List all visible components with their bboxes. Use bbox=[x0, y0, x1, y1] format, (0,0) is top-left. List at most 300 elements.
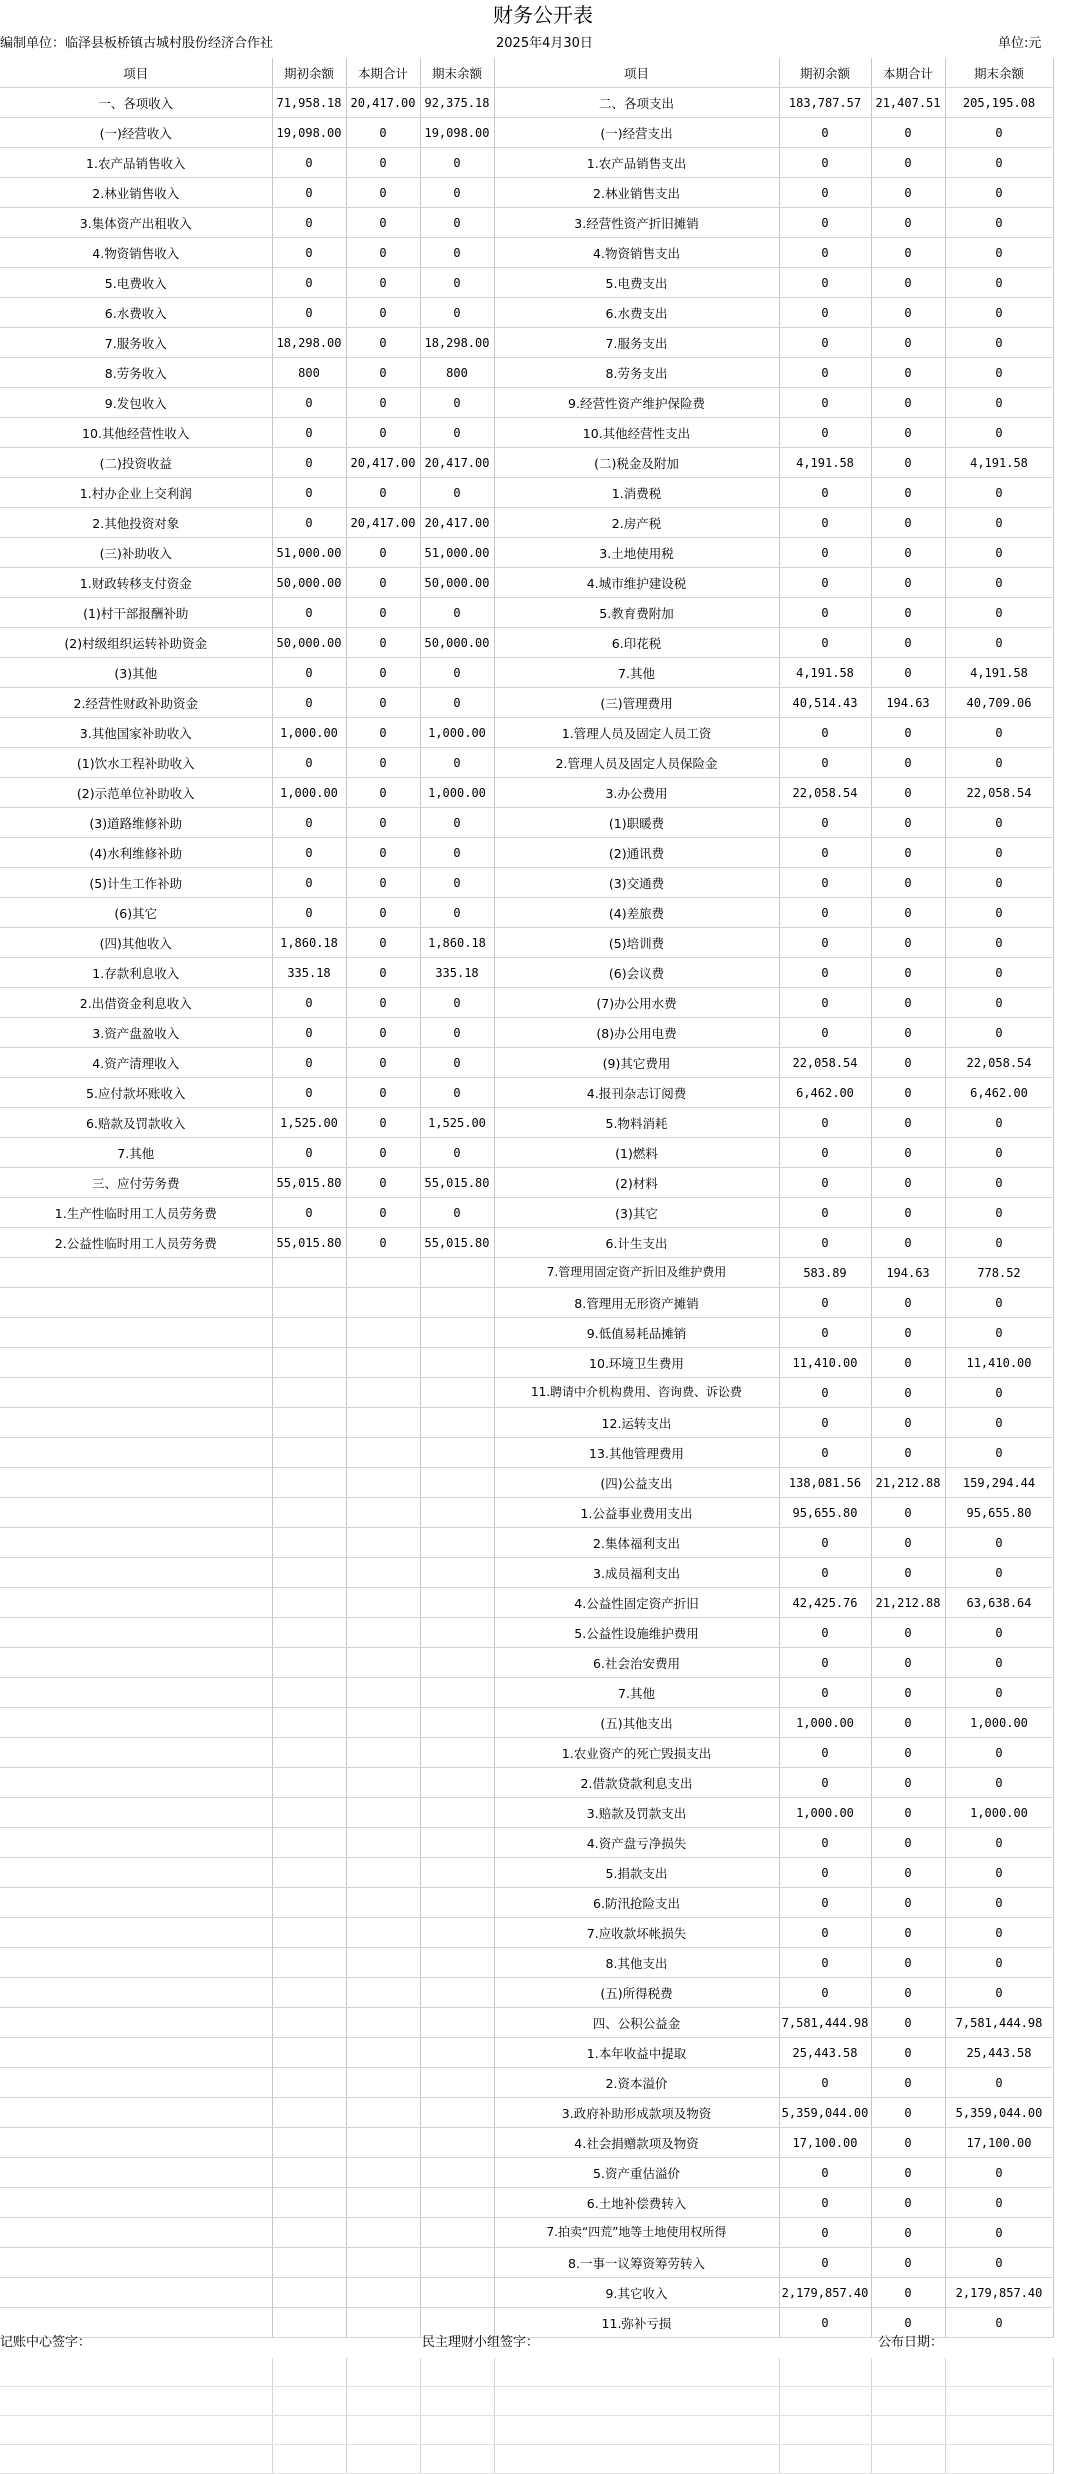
amount-cell: 50,000.00 bbox=[420, 628, 494, 658]
table-row bbox=[0, 2008, 1053, 2038]
item-label-cell: (8)办公用电费 bbox=[494, 1018, 779, 1048]
item-label-cell: (4)水利维修补助 bbox=[0, 838, 272, 868]
blank-cell bbox=[945, 2387, 1053, 2416]
amount-cell: 20,417.00 bbox=[346, 508, 420, 538]
item-label-cell: 5.资产重估溢价 bbox=[494, 2158, 779, 2188]
table-row bbox=[0, 2218, 1053, 2248]
amount-cell: 0 bbox=[945, 958, 1053, 988]
compiling-unit: 编制单位：临泽县板桥镇古城村股份经济合作社 bbox=[0, 36, 274, 51]
amount-cell: 0 bbox=[779, 178, 871, 208]
item-label-cell: 1.本年收益中提取 bbox=[494, 2038, 779, 2068]
amount-cell: 4,191.58 bbox=[779, 658, 871, 688]
item-label-cell: 2.经营性财政补助资金 bbox=[0, 688, 272, 718]
amount-cell: 1,000.00 bbox=[779, 1798, 871, 1828]
signature-accounting-center: 记账中心签字： bbox=[0, 2335, 92, 2350]
item-label-cell bbox=[0, 2098, 272, 2128]
item-label-cell: (四)其他收入 bbox=[0, 928, 272, 958]
amount-cell: 40,514.43 bbox=[779, 688, 871, 718]
amount-cell: 0 bbox=[420, 298, 494, 328]
column-header: 项目 bbox=[494, 58, 779, 88]
amount-cell: 0 bbox=[779, 2248, 871, 2278]
amount-cell: 0 bbox=[871, 118, 945, 148]
amount-cell: 55,015.80 bbox=[272, 1168, 346, 1198]
item-label-cell: (4)差旅费 bbox=[494, 898, 779, 928]
amount-cell: 183,787.57 bbox=[779, 88, 871, 118]
blank-cell bbox=[0, 2358, 272, 2387]
blank-cell bbox=[494, 2387, 779, 2416]
item-label-cell: 3.集体资产出租收入 bbox=[0, 208, 272, 238]
amount-cell: 22,058.54 bbox=[945, 1048, 1053, 1078]
table-row bbox=[0, 298, 1053, 328]
amount-cell: 0 bbox=[945, 1828, 1053, 1858]
amount-cell: 0 bbox=[945, 1318, 1053, 1348]
amount-cell: 0 bbox=[871, 658, 945, 688]
item-label-cell: 一、各项收入 bbox=[0, 88, 272, 118]
amount-cell bbox=[272, 1678, 346, 1708]
table-row bbox=[0, 178, 1053, 208]
amount-cell: 0 bbox=[871, 1078, 945, 1108]
amount-cell bbox=[272, 1318, 346, 1348]
amount-cell: 0 bbox=[346, 268, 420, 298]
amount-cell: 17,100.00 bbox=[945, 2128, 1053, 2158]
amount-cell: 0 bbox=[346, 868, 420, 898]
amount-cell bbox=[272, 1828, 346, 1858]
amount-cell bbox=[346, 1498, 420, 1528]
amount-cell: 0 bbox=[420, 388, 494, 418]
amount-cell bbox=[346, 2158, 420, 2188]
amount-cell: 18,298.00 bbox=[272, 328, 346, 358]
amount-cell: 0 bbox=[871, 2098, 945, 2128]
amount-cell: 0 bbox=[346, 898, 420, 928]
amount-cell: 0 bbox=[945, 208, 1053, 238]
amount-cell bbox=[272, 2068, 346, 2098]
amount-cell: 6,462.00 bbox=[779, 1078, 871, 1108]
amount-cell: 0 bbox=[779, 298, 871, 328]
item-label-cell: 12.运转支出 bbox=[494, 1408, 779, 1438]
amount-cell: 0 bbox=[871, 2008, 945, 2038]
item-label-cell: (一)经营支出 bbox=[494, 118, 779, 148]
amount-cell: 0 bbox=[779, 1378, 871, 1408]
amount-cell: 0 bbox=[272, 208, 346, 238]
item-label-cell: 4.城市维护建设税 bbox=[494, 568, 779, 598]
amount-cell bbox=[420, 1558, 494, 1588]
amount-cell: 2,179,857.40 bbox=[945, 2278, 1053, 2308]
amount-cell: 0 bbox=[420, 1078, 494, 1108]
amount-cell: 50,000.00 bbox=[272, 568, 346, 598]
amount-cell: 0 bbox=[871, 1288, 945, 1318]
amount-cell: 0 bbox=[871, 1858, 945, 1888]
table-row bbox=[0, 448, 1053, 478]
amount-cell: 0 bbox=[871, 1498, 945, 1528]
blank-row bbox=[0, 2358, 1053, 2387]
amount-cell: 21,212.88 bbox=[871, 1468, 945, 1498]
item-label-cell bbox=[0, 1408, 272, 1438]
amount-cell: 0 bbox=[779, 1108, 871, 1138]
table-row bbox=[0, 1468, 1053, 1498]
amount-cell: 0 bbox=[779, 2218, 871, 2248]
table-row bbox=[0, 628, 1053, 658]
amount-cell: 0 bbox=[346, 718, 420, 748]
item-label-cell bbox=[0, 1918, 272, 1948]
item-label-cell: 6.赔款及罚款收入 bbox=[0, 1108, 272, 1138]
table-row bbox=[0, 2278, 1053, 2308]
item-label-cell: (5)培训费 bbox=[494, 928, 779, 958]
amount-cell: 0 bbox=[779, 748, 871, 778]
amount-cell: 0 bbox=[871, 1378, 945, 1408]
amount-cell: 0 bbox=[272, 658, 346, 688]
amount-cell: 0 bbox=[871, 418, 945, 448]
amount-cell: 0 bbox=[871, 1348, 945, 1378]
amount-cell: 0 bbox=[420, 178, 494, 208]
amount-cell bbox=[272, 2188, 346, 2218]
item-label-cell: 6.印花税 bbox=[494, 628, 779, 658]
blank-cell bbox=[871, 2358, 945, 2387]
amount-cell: 71,958.18 bbox=[272, 88, 346, 118]
item-label-cell: 5.电费支出 bbox=[494, 268, 779, 298]
item-label-cell: 7.其他 bbox=[0, 1138, 272, 1168]
item-label-cell: 6.土地补偿费转入 bbox=[494, 2188, 779, 2218]
amount-cell: 0 bbox=[871, 238, 945, 268]
amount-cell: 0 bbox=[272, 448, 346, 478]
amount-cell: 0 bbox=[779, 238, 871, 268]
amount-cell bbox=[420, 1438, 494, 1468]
amount-cell: 0 bbox=[945, 2248, 1053, 2278]
item-label-cell: 7.拍卖“四荒”地等土地使用权所得 bbox=[494, 2218, 779, 2248]
item-label-cell: 1.农产品销售支出 bbox=[494, 148, 779, 178]
amount-cell: 0 bbox=[346, 538, 420, 568]
amount-cell: 22,058.54 bbox=[779, 778, 871, 808]
amount-cell: 0 bbox=[420, 238, 494, 268]
table-row bbox=[0, 718, 1053, 748]
amount-cell: 0 bbox=[272, 1018, 346, 1048]
amount-cell: 0 bbox=[945, 2068, 1053, 2098]
amount-cell: 0 bbox=[945, 718, 1053, 748]
blank-cell bbox=[945, 2358, 1053, 2387]
item-label-cell: (1)村干部报酬补助 bbox=[0, 598, 272, 628]
amount-cell: 0 bbox=[871, 148, 945, 178]
item-label-cell: 4.报刊杂志订阅费 bbox=[494, 1078, 779, 1108]
item-label-cell: (四)公益支出 bbox=[494, 1468, 779, 1498]
amount-cell bbox=[346, 1828, 420, 1858]
blank-cell bbox=[945, 2445, 1053, 2474]
page-title: 财务公开表 bbox=[493, 3, 593, 27]
item-label-cell: 5.物料消耗 bbox=[494, 1108, 779, 1138]
amount-cell bbox=[420, 1528, 494, 1558]
blank-cell bbox=[494, 2416, 779, 2445]
amount-cell: 0 bbox=[871, 898, 945, 928]
amount-cell: 4,191.58 bbox=[945, 448, 1053, 478]
amount-cell: 4,191.58 bbox=[945, 658, 1053, 688]
amount-cell: 0 bbox=[346, 928, 420, 958]
amount-cell: 51,000.00 bbox=[420, 538, 494, 568]
amount-cell: 0 bbox=[346, 358, 420, 388]
column-header: 本期合计 bbox=[346, 58, 420, 88]
amount-cell bbox=[346, 1318, 420, 1348]
blank-cell bbox=[779, 2416, 871, 2445]
amount-cell: 0 bbox=[945, 1888, 1053, 1918]
amount-cell: 1,000.00 bbox=[779, 1708, 871, 1738]
item-label-cell: 7.管理用固定资产折旧及维护费用 bbox=[494, 1258, 779, 1288]
table-row bbox=[0, 88, 1053, 118]
amount-cell: 0 bbox=[779, 718, 871, 748]
amount-cell: 0 bbox=[779, 1978, 871, 2008]
amount-cell: 4,191.58 bbox=[779, 448, 871, 478]
item-label-cell: 10.其他经营性支出 bbox=[494, 418, 779, 448]
amount-cell: 0 bbox=[871, 1138, 945, 1168]
amount-cell bbox=[272, 1978, 346, 2008]
item-label-cell: 13.其他管理费用 bbox=[494, 1438, 779, 1468]
item-label-cell: (2)通讯费 bbox=[494, 838, 779, 868]
amount-cell: 1,860.18 bbox=[272, 928, 346, 958]
amount-cell: 159,294.44 bbox=[945, 1468, 1053, 1498]
item-label-cell: 5.应付款坏账收入 bbox=[0, 1078, 272, 1108]
item-label-cell bbox=[0, 1678, 272, 1708]
amount-cell bbox=[272, 2308, 346, 2338]
amount-cell: 0 bbox=[346, 808, 420, 838]
amount-cell: 0 bbox=[272, 808, 346, 838]
amount-cell: 0 bbox=[346, 598, 420, 628]
blank-cell bbox=[0, 2387, 272, 2416]
amount-cell: 0 bbox=[871, 928, 945, 958]
amount-cell: 0 bbox=[779, 838, 871, 868]
amount-cell: 0 bbox=[779, 508, 871, 538]
amount-cell bbox=[346, 2188, 420, 2218]
item-label-cell: (1)燃料 bbox=[494, 1138, 779, 1168]
amount-cell: 0 bbox=[945, 478, 1053, 508]
amount-cell: 0 bbox=[272, 1138, 346, 1168]
amount-cell: 0 bbox=[779, 418, 871, 448]
item-label-cell bbox=[0, 2278, 272, 2308]
item-label-cell: 1.村办企业上交利润 bbox=[0, 478, 272, 508]
item-label-cell: 6.水费支出 bbox=[494, 298, 779, 328]
item-label-cell: (7)办公用水费 bbox=[494, 988, 779, 1018]
amount-cell: 0 bbox=[420, 478, 494, 508]
blank-cell bbox=[871, 2416, 945, 2445]
amount-cell: 0 bbox=[420, 838, 494, 868]
amount-cell: 0 bbox=[346, 298, 420, 328]
amount-cell: 0 bbox=[420, 688, 494, 718]
column-header: 期末余额 bbox=[945, 58, 1053, 88]
amount-cell: 0 bbox=[945, 118, 1053, 148]
amount-cell: 0 bbox=[871, 1978, 945, 2008]
amount-cell: 0 bbox=[945, 568, 1053, 598]
item-label-cell: 4.资产盘亏净损失 bbox=[494, 1828, 779, 1858]
item-label-cell: 4.物资销售支出 bbox=[494, 238, 779, 268]
amount-cell bbox=[346, 1678, 420, 1708]
item-label-cell: 4.物资销售收入 bbox=[0, 238, 272, 268]
amount-cell: 194.63 bbox=[871, 688, 945, 718]
amount-cell bbox=[346, 1918, 420, 1948]
item-label-cell: 5.教育费附加 bbox=[494, 598, 779, 628]
table-row bbox=[0, 1708, 1053, 1738]
amount-cell bbox=[420, 1258, 494, 1288]
table-row bbox=[0, 808, 1053, 838]
amount-cell bbox=[420, 1498, 494, 1528]
item-label-cell bbox=[0, 2158, 272, 2188]
signature-publish-date: 公布日期： bbox=[878, 2335, 944, 2350]
item-label-cell bbox=[0, 1828, 272, 1858]
item-label-cell: 2.其他投资对象 bbox=[0, 508, 272, 538]
amount-cell: 0 bbox=[779, 328, 871, 358]
item-label-cell: 6.计生支出 bbox=[494, 1228, 779, 1258]
item-label-cell: 2.集体福利支出 bbox=[494, 1528, 779, 1558]
blank-cell bbox=[272, 2416, 346, 2445]
amount-cell bbox=[346, 1378, 420, 1408]
amount-cell bbox=[420, 1618, 494, 1648]
amount-cell bbox=[420, 1918, 494, 1948]
amount-cell bbox=[346, 1408, 420, 1438]
amount-cell bbox=[346, 1288, 420, 1318]
amount-cell bbox=[346, 2128, 420, 2158]
amount-cell: 205,195.08 bbox=[945, 88, 1053, 118]
amount-cell: 0 bbox=[945, 928, 1053, 958]
amount-cell bbox=[346, 2278, 420, 2308]
amount-cell bbox=[346, 1648, 420, 1678]
table-row bbox=[0, 148, 1053, 178]
table-row bbox=[0, 118, 1053, 148]
amount-cell: 0 bbox=[779, 1918, 871, 1948]
table-row bbox=[0, 1078, 1053, 1108]
amount-cell bbox=[346, 1948, 420, 1978]
item-label-cell: (1)职暖费 bbox=[494, 808, 779, 838]
amount-cell: 0 bbox=[871, 2308, 945, 2338]
amount-cell bbox=[346, 1888, 420, 1918]
table-row bbox=[0, 838, 1053, 868]
amount-cell: 63,638.64 bbox=[945, 1588, 1053, 1618]
amount-cell bbox=[346, 2218, 420, 2248]
amount-cell: 0 bbox=[779, 478, 871, 508]
amount-cell: 0 bbox=[779, 1618, 871, 1648]
amount-cell: 0 bbox=[945, 2188, 1053, 2218]
blank-cell bbox=[420, 2416, 494, 2445]
table-row bbox=[0, 2038, 1053, 2068]
amount-cell: 95,655.80 bbox=[779, 1498, 871, 1528]
item-label-cell: 1.消费税 bbox=[494, 478, 779, 508]
amount-cell: 0 bbox=[871, 388, 945, 418]
item-label-cell: (二)税金及附加 bbox=[494, 448, 779, 478]
column-header: 期初余额 bbox=[779, 58, 871, 88]
item-label-cell: (2)村级组织运转补助资金 bbox=[0, 628, 272, 658]
amount-cell bbox=[420, 1828, 494, 1858]
amount-cell: 0 bbox=[871, 568, 945, 598]
table-row bbox=[0, 1978, 1053, 2008]
amount-cell: 0 bbox=[871, 448, 945, 478]
amount-cell bbox=[420, 2128, 494, 2158]
amount-cell: 0 bbox=[779, 598, 871, 628]
amount-cell: 55,015.80 bbox=[420, 1228, 494, 1258]
amount-cell bbox=[420, 1588, 494, 1618]
amount-cell bbox=[420, 2038, 494, 2068]
amount-cell: 0 bbox=[871, 1888, 945, 1918]
item-label-cell: 3.其他国家补助收入 bbox=[0, 718, 272, 748]
amount-cell: 0 bbox=[871, 298, 945, 328]
amount-cell bbox=[420, 1408, 494, 1438]
amount-cell bbox=[272, 2008, 346, 2038]
table-row bbox=[0, 1738, 1053, 1768]
amount-cell: 0 bbox=[945, 628, 1053, 658]
amount-cell: 0 bbox=[779, 1018, 871, 1048]
amount-cell: 0 bbox=[871, 1408, 945, 1438]
amount-cell: 0 bbox=[871, 508, 945, 538]
item-label-cell: (一)经营收入 bbox=[0, 118, 272, 148]
blank-cell bbox=[272, 2445, 346, 2474]
amount-cell bbox=[272, 1888, 346, 1918]
amount-cell: 0 bbox=[779, 118, 871, 148]
amount-cell: 0 bbox=[945, 1228, 1053, 1258]
amount-cell: 0 bbox=[346, 1168, 420, 1198]
amount-cell: 0 bbox=[779, 1558, 871, 1588]
table-row bbox=[0, 598, 1053, 628]
amount-cell: 0 bbox=[272, 508, 346, 538]
amount-cell: 11,410.00 bbox=[945, 1348, 1053, 1378]
amount-cell bbox=[420, 2008, 494, 2038]
amount-cell bbox=[272, 1378, 346, 1408]
amount-cell: 0 bbox=[945, 1558, 1053, 1588]
amount-cell bbox=[272, 2158, 346, 2188]
item-label-cell: 2.房产税 bbox=[494, 508, 779, 538]
amount-cell bbox=[420, 2098, 494, 2128]
item-label-cell bbox=[0, 1468, 272, 1498]
item-label-cell bbox=[0, 1798, 272, 1828]
amount-cell: 0 bbox=[420, 988, 494, 1018]
amount-cell bbox=[420, 1318, 494, 1348]
item-label-cell: (二)投资收益 bbox=[0, 448, 272, 478]
table-row bbox=[0, 1168, 1053, 1198]
amount-cell: 0 bbox=[420, 1018, 494, 1048]
item-label-cell: (三)管理费用 bbox=[494, 688, 779, 718]
amount-cell: 0 bbox=[871, 2218, 945, 2248]
amount-cell bbox=[346, 1858, 420, 1888]
item-label-cell bbox=[0, 1708, 272, 1738]
blank-cell bbox=[272, 2387, 346, 2416]
amount-cell: 0 bbox=[871, 1108, 945, 1138]
amount-cell bbox=[272, 1858, 346, 1888]
amount-cell bbox=[420, 1468, 494, 1498]
table-row bbox=[0, 358, 1053, 388]
amount-cell: 0 bbox=[871, 838, 945, 868]
amount-cell bbox=[272, 2218, 346, 2248]
amount-cell bbox=[272, 2248, 346, 2278]
item-label-cell: (三)补助收入 bbox=[0, 538, 272, 568]
item-label-cell: 7.服务支出 bbox=[494, 328, 779, 358]
amount-cell bbox=[346, 1528, 420, 1558]
amount-cell: 0 bbox=[272, 1048, 346, 1078]
amount-cell: 0 bbox=[779, 1408, 871, 1438]
item-label-cell: 9.其它收入 bbox=[494, 2278, 779, 2308]
amount-cell: 0 bbox=[779, 868, 871, 898]
amount-cell bbox=[420, 2278, 494, 2308]
table-row bbox=[0, 2098, 1053, 2128]
amount-cell: 0 bbox=[871, 1528, 945, 1558]
amount-cell bbox=[346, 2068, 420, 2098]
amount-cell: 0 bbox=[272, 688, 346, 718]
table-row bbox=[0, 1318, 1053, 1348]
table-row bbox=[0, 1048, 1053, 1078]
amount-cell: 0 bbox=[945, 298, 1053, 328]
amount-cell: 0 bbox=[945, 1648, 1053, 1678]
amount-cell: 22,058.54 bbox=[779, 1048, 871, 1078]
amount-cell: 0 bbox=[346, 1138, 420, 1168]
amount-cell: 0 bbox=[779, 958, 871, 988]
amount-cell: 0 bbox=[346, 178, 420, 208]
item-label-cell bbox=[0, 1648, 272, 1678]
item-label-cell: 7.其他 bbox=[494, 1678, 779, 1708]
table-row bbox=[0, 1138, 1053, 1168]
amount-cell: 0 bbox=[272, 748, 346, 778]
item-label-cell: (3)其他 bbox=[0, 658, 272, 688]
amount-cell: 0 bbox=[945, 1138, 1053, 1168]
amount-cell bbox=[272, 1558, 346, 1588]
